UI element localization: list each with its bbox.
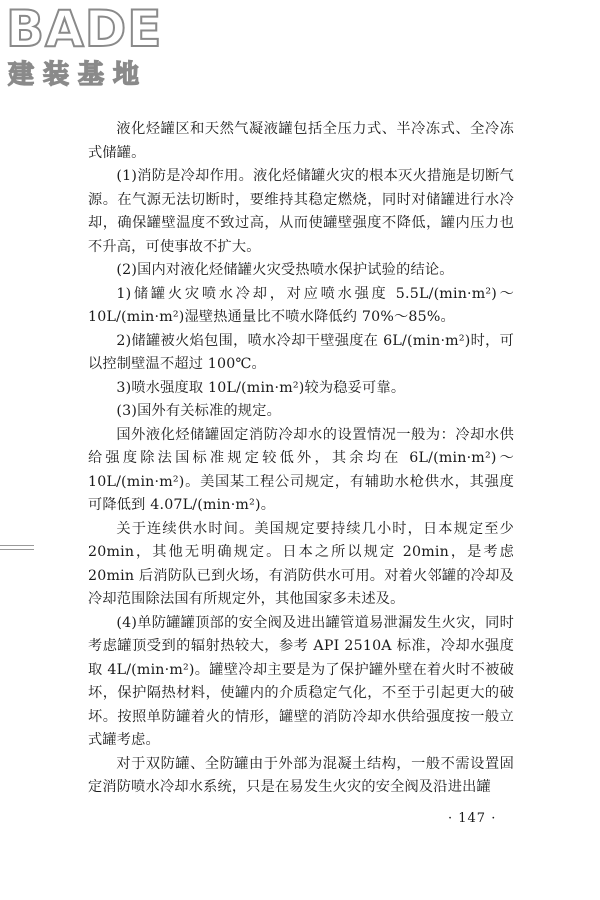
paragraph: 关于连续供水时间。美国规定要持续几小时，日本规定至少 20min，其他无明确规定。日本之所以规定 20min，是考虑 20min 后消防队已到火场，有消防供水可用。对着火邻罐的冷却及冷却范围除法国有所规定外，其他国家多未述及。 [88, 520, 514, 607]
margin-mark [0, 545, 34, 551]
paragraph: 对于双防罐、全防罐由于外部为混凝土结构，一般不需设置固定消防喷水冷却水系统，只是在易发生火灾的安全阀及沿进出罐 [88, 755, 514, 795]
brand-logo [6, 0, 181, 90]
paragraph: (1)消防是冷却作用。液化烃储罐火灾的根本灭火措施是切断气源。在气源无法切断时，要维持其稳定燃烧，同时对储罐进行水冷却，确保罐壁温度不致过高，从而使罐壁强度不降低，罐内压力也不升高，可使事故不扩大。 [88, 168, 514, 255]
paragraph: (3)国外有关标准的规定。 [116, 403, 281, 419]
paragraph: (4)单防罐罐顶部的安全阀及进出罐管道易泄漏发生火灾，同时考虑罐顶受到的辐射热较大，参考 API 2510A 标准，冷却水强度取 4L/(min·m²)。罐壁冷却主要是为了保护罐外壁在着火时不被破坏，保护隔热材料，使罐内的介质稳定气化，不至于引起更大的破坏。按照单防罐着火的情形，罐壁的消防冷却水供给强度按一般立式罐考虑。 [88, 614, 514, 748]
body-text [88, 118, 514, 800]
logo-subtitle: 建装基地 [8, 60, 149, 90]
paragraph: 1)储罐火灾喷水冷却，对应喷水强度 5.5L/(min·m²)～10L/(min·m²)湿壁热通量比不喷水降低约 70%～85%。 [88, 285, 514, 325]
paragraph: 2)储罐被火焰包围，喷水冷却干壁强度在 6L/(min·m²)时，可以控制壁温不超过 100℃。 [88, 332, 514, 372]
paragraph: (2)国内对液化烃储罐火灾受热喷水保护试验的结论。 [116, 262, 454, 278]
page-number: · 147 · [448, 811, 497, 826]
paragraph: 液化烃罐区和天然气凝液罐包括全压力式、半冷冻式、全冷冻式储罐。 [88, 121, 514, 161]
paragraph: 3)喷水强度取 10L/(min·m²)较为稳妥可靠。 [116, 379, 406, 396]
paragraph: 国外液化烃储罐固定消防冷却水的设置情况一般为：冷却水供给强度除法国标准规定较低外，其余均在 6L/(min·m²)～10L/(min·m²)。美国某工程公司规定，有辅助水枪供水，其强度可降低到 4.07L/(min·m²)。 [88, 426, 514, 513]
logo-brand-text: BADE [6, 0, 163, 58]
